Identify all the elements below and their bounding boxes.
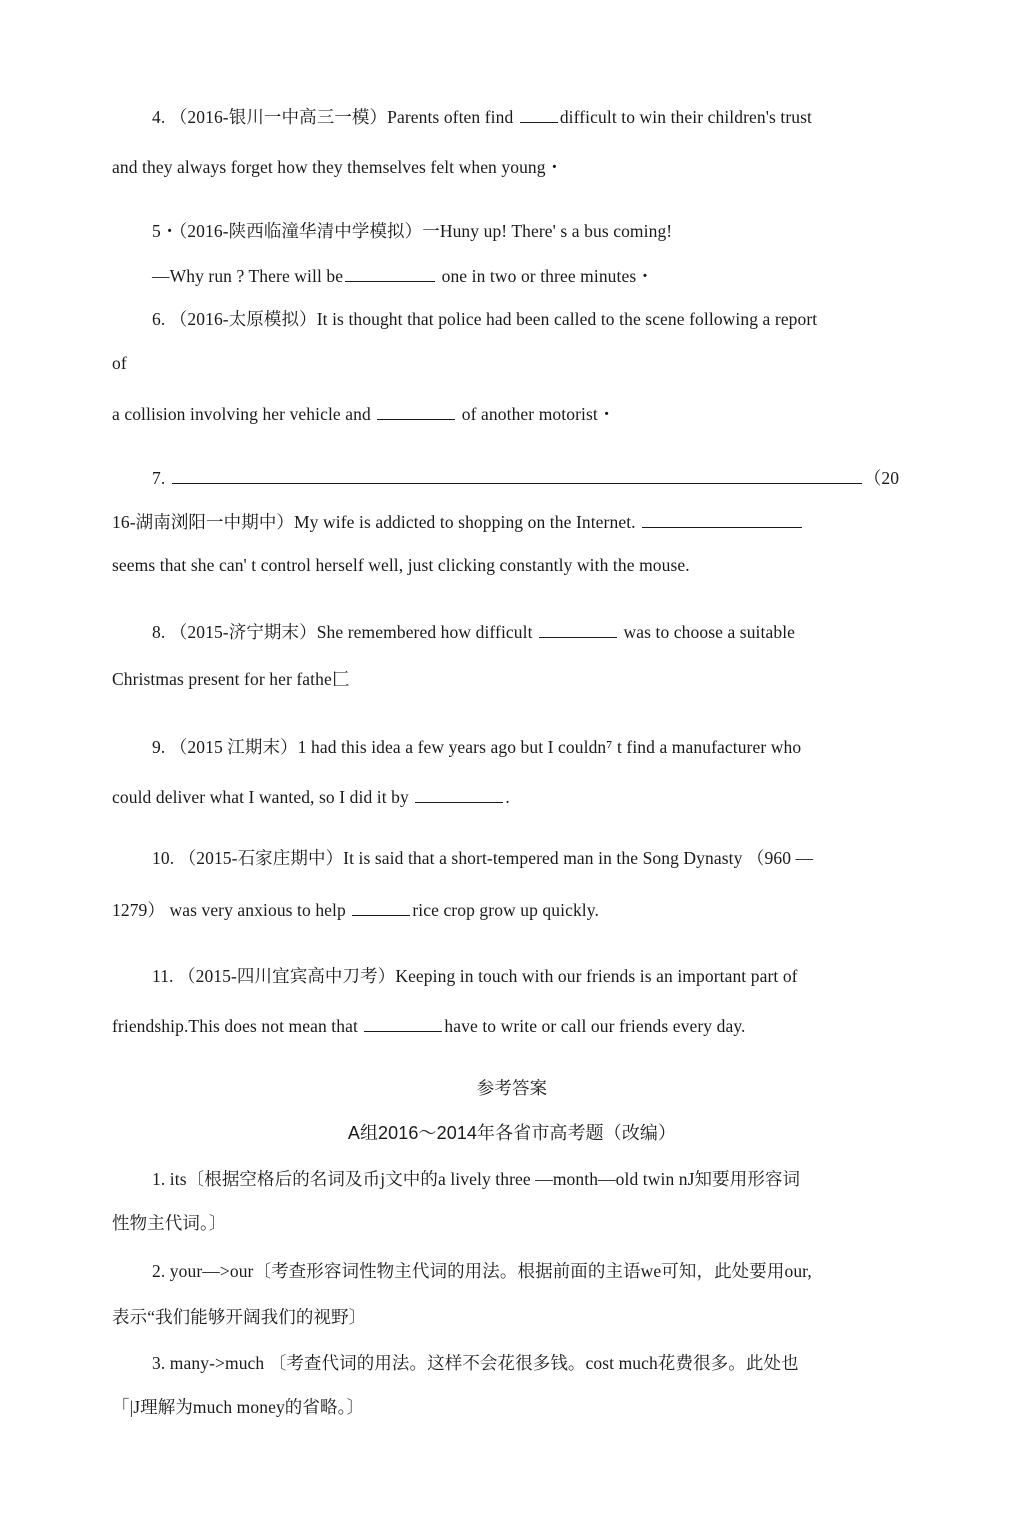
answer-blank [539, 619, 617, 638]
answer-blank [172, 465, 862, 484]
question-9-line-1: 9. （2015 江期末）1 had this idea a few years ago but I couldn⁷ t find a manufacturer who [152, 737, 802, 757]
question-5-line-1: 5・（2016-陕西临潼华清中学模拟）一Huny up! There' s a bus coming! [152, 221, 673, 241]
answers-subheading: A组2016～2014年各省市高考题（改编） [347, 1123, 677, 1143]
answer-blank [377, 401, 455, 420]
question-8-line-2: Christmas present for her fathe匚 [112, 669, 350, 689]
question-7-line-3: seems that she can' t control herself well, just clicking constantly with the mouse. [112, 555, 690, 575]
answer-blank [642, 509, 802, 528]
answer-1-line-1: 1. its〔根据空格后的名词及币j文中的a lively three —month—old twin nJ知要用形容词 [152, 1169, 801, 1189]
question-7-line-1: 7. （20 [152, 465, 899, 490]
question-6-line-3: a collision involving her vehicle and of another motorist・ [112, 401, 615, 426]
question-6-line-1: 6. （2016-太原模拟）It is thought that police had been called to the scene following a report [152, 309, 818, 329]
question-11-line-2: friendship.This does not mean that have to write or call our friends every day. [112, 1013, 746, 1038]
question-4-line-1: 4. （2016-银川一中高三一模）Parents often find difficult to win their children's trust [152, 104, 812, 129]
answer-blank [520, 104, 558, 123]
question-10-line-1: 10. （2015-石家庄期中）It is said that a short-tempered man in the Song Dynasty （960 — [152, 848, 814, 868]
answer-blank [345, 263, 435, 282]
question-5-line-2: —Why run ? There will be one in two or three minutes・ [152, 263, 654, 288]
question-9-line-2: could deliver what I wanted, so I did it by . [112, 784, 510, 809]
answer-3-line-1: 3. many->much 〔考查代词的用法。这样不会花很多钱。cost much花费很多。此处也 [152, 1353, 799, 1373]
question-4-line-2: and they always forget how they themselves felt when young・ [112, 157, 564, 177]
answers-heading: 参考答案 [476, 1078, 548, 1098]
answer-blank [364, 1013, 442, 1032]
answer-blank [415, 784, 503, 803]
answer-1-line-2: 性物主代词。〕 [112, 1213, 227, 1233]
question-7-line-2: 16-湖南浏阳一中期中）My wife is addicted to shopping on the Internet. [112, 509, 804, 534]
answer-3-line-2: 「|J理解为much money的省略。〕 [112, 1397, 365, 1417]
answer-2-line-1: 2. your—>our〔考查形容词性物主代词的用法。根据前面的主语we可知，此处要用our, [152, 1261, 812, 1281]
answer-2-line-2: 表示“我们能够开阔我们的视野〕 [112, 1307, 367, 1327]
answer-blank [352, 897, 410, 916]
question-6-line-2: of [112, 353, 127, 373]
question-11-line-1: 11. （2015-四川宜宾高中刀考）Keeping in touch with our friends is an important part of [152, 966, 798, 986]
question-10-line-2: 1279） was very anxious to help rice crop grow up quickly. [112, 897, 599, 922]
question-8-line-1: 8. （2015-济宁期末）She remembered how difficult was to choose a suitable [152, 619, 795, 644]
